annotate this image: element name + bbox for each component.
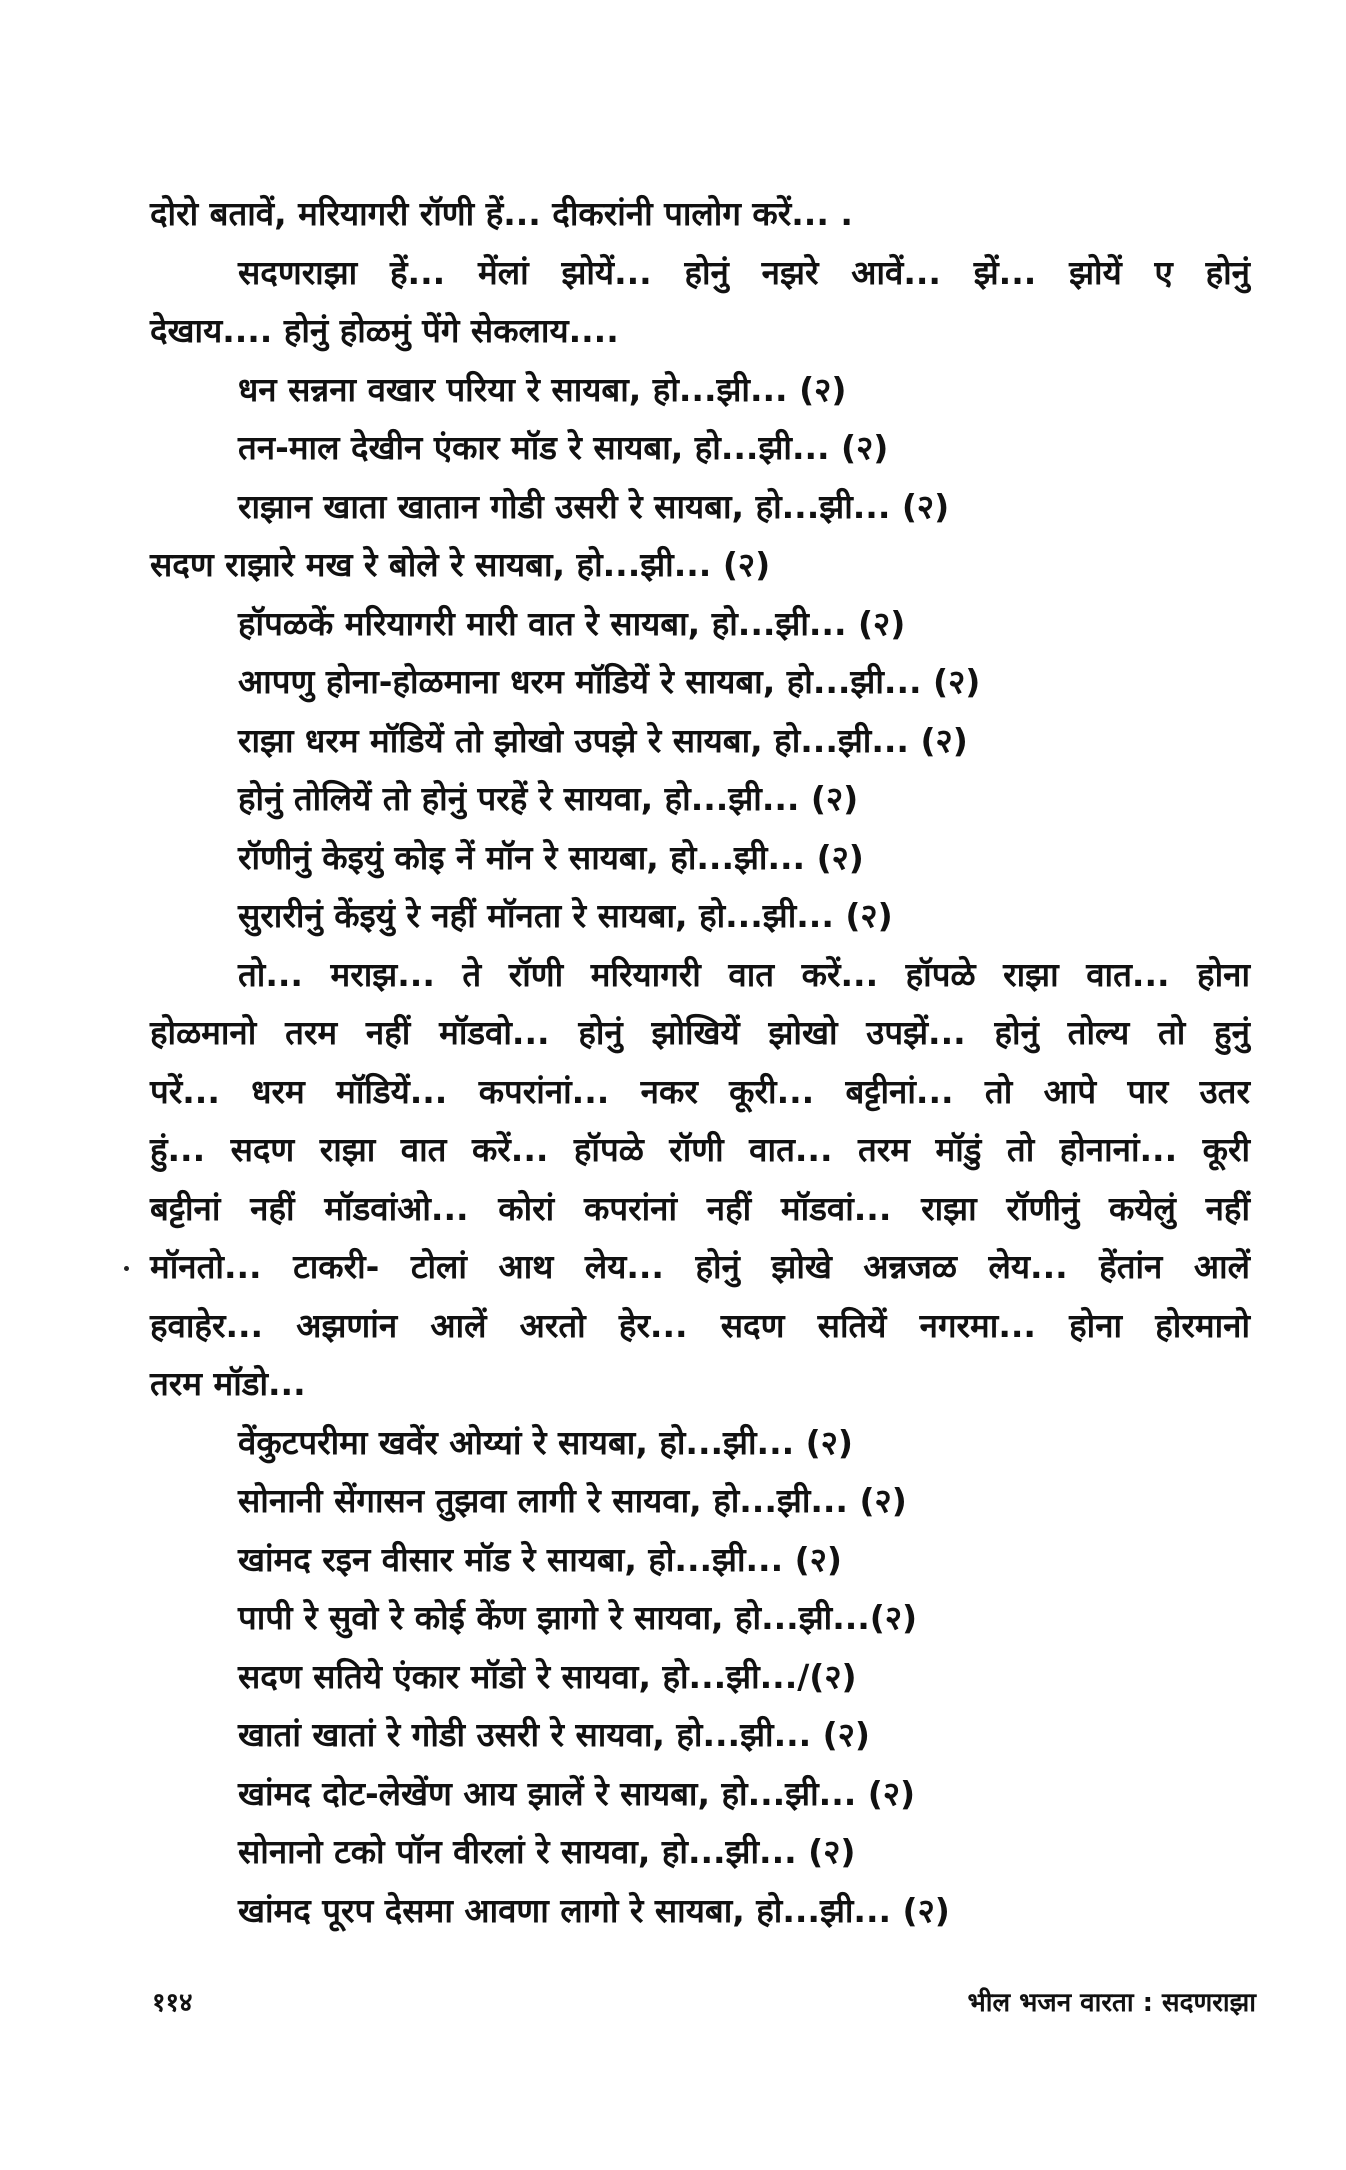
song-line: धन सन्नना वखार परिया रे सायबा, हो...झी... (२) bbox=[238, 369, 847, 409]
paragraph-line: हवाहेर... अझणांन आलें अरतो हेर... सदण सतियें नगरमा... होना होरमानो bbox=[150, 1305, 1250, 1345]
song-line: वेंकुटपरीमा खवेंर ओय्यां रे सायबा, हो...झी... (२) bbox=[238, 1422, 853, 1462]
song-line: सुरारीनुं केंइयुं रे नहीं मॉनता रे सायबा, हो...झी... (२) bbox=[238, 896, 893, 935]
paragraph-line: तो... मराझ... ते रॉणी मरियागरी वात करें... हॉपळे राझा वात... होना bbox=[238, 954, 1250, 994]
paragraph-line: परें... धरम मॉडियें... कपरांनां... नकर कूरी... बट्टीनां... तो आपे पार उतर bbox=[150, 1071, 1250, 1111]
running-title: भील भजन वारता : सदणराझा bbox=[967, 1988, 1256, 2018]
song-line: होनुं तोलियें तो होनुं परहें रे सायवा, हो...झी... (२) bbox=[238, 779, 859, 818]
paragraph-line: होळमानो तरम नहीं मॉडवो... होनुं झोखियें झोखो उपझें... होनुं तोल्य तो हुनुं bbox=[150, 1013, 1250, 1052]
song-line: सदण राझारे मख रे बोले रे सायबा, हो...झी... (२) bbox=[150, 545, 771, 584]
paragraph-line: तरम मॉडो... bbox=[150, 1364, 306, 1403]
paragraph-line: हुं... सदण राझा वात करें... हॉपळे रॉणी वात... तरम मॉडुं तो होनानां... कूरी bbox=[150, 1130, 1250, 1169]
song-line: सदण सतिये एंकार मॉडो रे सायवा, हो...झी.../(२) bbox=[238, 1656, 857, 1696]
song-line: सोनानो टको पॉन वीरलां रे सायवा, हो...झी... (२) bbox=[238, 1832, 856, 1871]
song-line: राझा धरम मॉडियें तो झोखो उपझे रे सायबा, हो...झी... (२) bbox=[238, 720, 968, 760]
page-body bbox=[150, 185, 1250, 1940]
song-line: राझान खाता खातान गोडी उसरी रे सायबा, हो...झी... (२) bbox=[238, 486, 950, 526]
margin-dot bbox=[124, 1266, 129, 1271]
paragraph-line: सदणराझा हें... मेंलां झोयें... होनुं नझरे आवें... झें... झोयें ए होनुं bbox=[238, 252, 1250, 292]
paragraph-line: बट्टीनां नहीं मॉडवांओ... कोरां कपरांनां नहीं मॉडवां... राझा रॉणीनुं कयेलुं नहीं bbox=[150, 1188, 1250, 1228]
song-line: तन-माल देखीन एंकार मॉड रे सायबा, हो...झी... (२) bbox=[238, 428, 889, 467]
song-line: आपणु होना-होळमाना धरम मॉडियें रे सायबा, हो...झी... (२) bbox=[238, 662, 981, 701]
song-line: खातां खातां रे गोडी उसरी रे सायवा, हो...झी... (२) bbox=[238, 1715, 870, 1754]
song-line: सोनानी सेंगासन तुझवा लागी रे सायवा, हो...झी... (२) bbox=[238, 1481, 907, 1520]
song-line: रॉणीनुं केइयुं कोइ नें मॉन रे सायबा, हो...झी... (२) bbox=[238, 837, 864, 877]
song-line: खांमद रइन वीसार मॉड रे सायबा, हो...झी... (२) bbox=[238, 1539, 842, 1579]
paragraph-line: देखाय.... होनुं होळमुं पेंगे सेकलाय.... bbox=[150, 311, 619, 350]
paragraph-line: मॉनतो... टाकरी- टोलां आथ लेय... होनुं झोखे अन्नजळ लेय... हेंतांन आलें bbox=[150, 1247, 1250, 1286]
song-line: खांमद दोट-लेखेंण आय झालें रे सायबा, हो...झी... (२) bbox=[238, 1773, 916, 1813]
paragraph-line: दोरो बतावें, मरियागरी रॉणी हें... दीकरांनी पालोग करें... . bbox=[150, 194, 853, 233]
page-number: ११४ bbox=[152, 1988, 193, 2018]
song-line: खांमद पूरप देसमा आवणा लागो रे सायबा, हो...झी... (२) bbox=[238, 1890, 950, 1930]
song-line: पापी रे सुवो रे कोई केंण झागो रे सायवा, हो...झी...(२) bbox=[238, 1598, 918, 1637]
song-line: हॉपळकें मरियागरी मारी वात रे सायबा, हो...झी... (२) bbox=[238, 603, 906, 643]
